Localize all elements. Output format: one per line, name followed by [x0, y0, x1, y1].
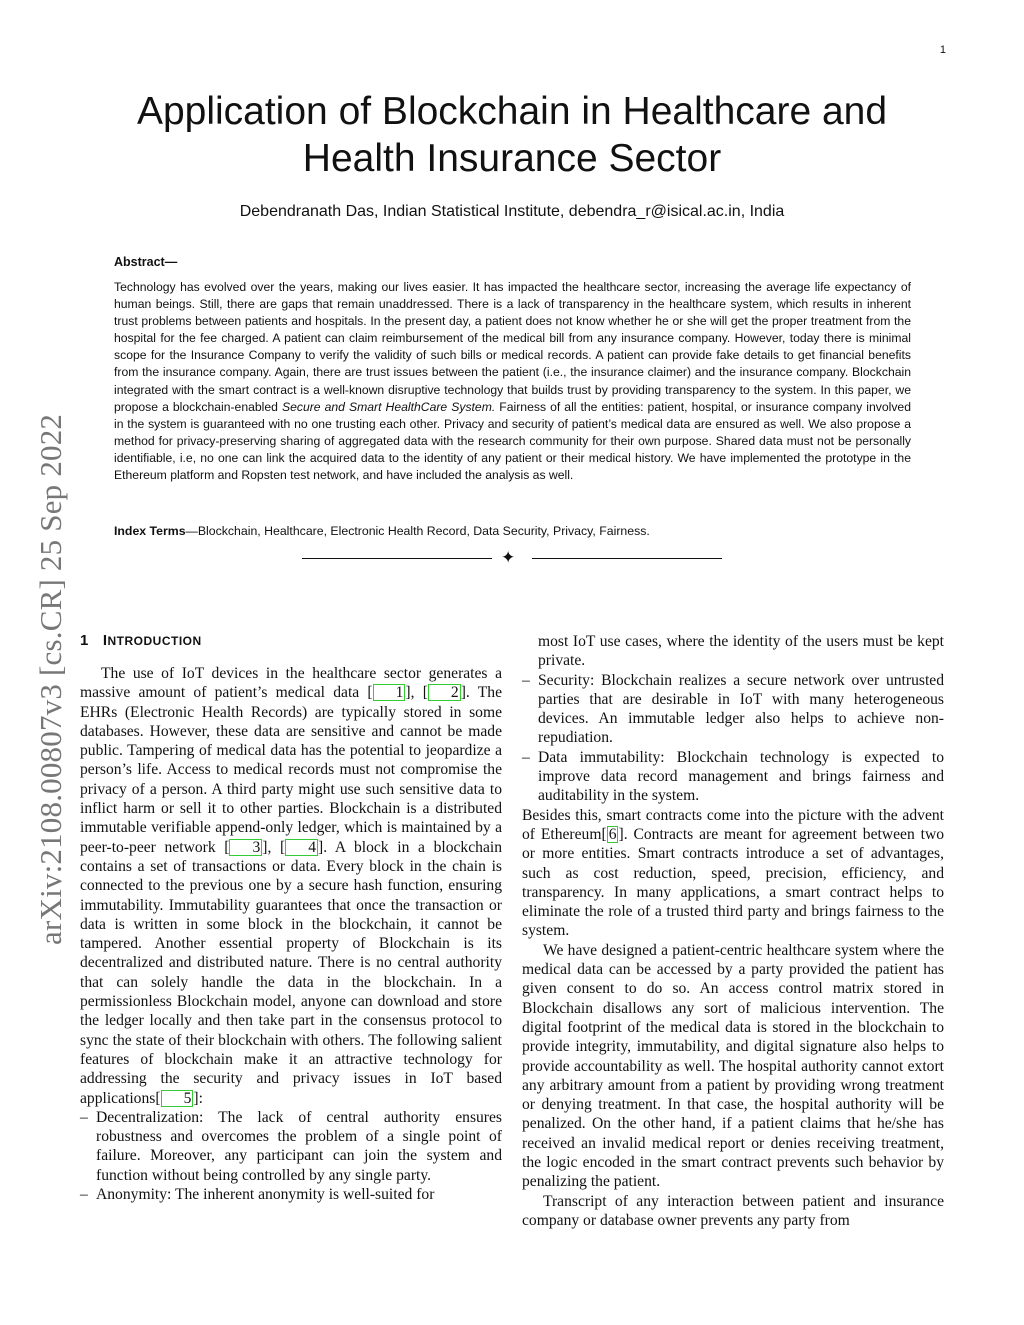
- abstract-part-1: Technology has evolved over the years, making our lives easier. It has impacted the healthcare sector, increasing the average life expectancy of human beings. Still, there are gaps that remain unaddressed. There is a lack of transparency in the healthcare system, which results in inherent trust problems between patients and hospitals. In the present day, a patient does not know whether he or she will get the proper treatment from the hospital for the fee charged. A patient can claim reimbursement of the medical bill from any insurance company. However, today there is minimal scope for the Insurance Company to verify the validity of such bills or medical records. A patient can provide fake details to get financial benefits from the insurance company. Again, there are trust issues between the patient (i.e., the insurance claimer) and the insurance company. Blockchain integrated with the smart contract is a well-known disruptive technology that builds trust by providing transparency to the system. In this paper, we propose a blockchain-enabled: [114, 280, 911, 414]
- citation-link[interactable]: 5: [161, 1090, 194, 1107]
- text-run: . Contracts are meant for agreement between two or more entities. Smart contracts introduce a set of advantages, such as cost reduction, speed, precision, efficiency, and transparency. In many applications, a smart contract helps to eliminate the role of a trusted third party and brings fairness to the system.: [522, 825, 945, 940]
- list-item: – Security: Blockchain realizes a secure network over untrusted parties that are desirable in IoT with many heterogeneous devices. An immutable ledger also helps to achieve non-repudiation.: [522, 671, 944, 748]
- citation-link[interactable]: 1: [373, 684, 406, 701]
- arxiv-identifier: arXiv:2108.00807v3 [cs.CR] 25 Sep 2022: [33, 413, 68, 945]
- divider-line-right: [532, 558, 722, 559]
- text-run: . A block in a blockchain contains a set of transactions or data. Every block in the chain is connected to the previous one by a secure hash function, ensuring immutability. Immutability guarantees that once the transaction or data is written in some block in the blockchain, it cannot be tampered. Another essential property of Blockchain is its decentralized and distributed nature. There is no central authority that can solely handle the data in the blockchain. In a permissionless Blockchain model, anyone can download and store the ledger locally and then take part in the consensus protocol to sync the state of their blockchain with others. The following salient features of blockchain make it an attractive technology for addressing the security and privacy issues in IoT based applications: [80, 838, 502, 1107]
- citation-link[interactable]: 2: [428, 684, 461, 701]
- list-item: – Anonymity: The inherent anonymity is well-suited for: [80, 1185, 502, 1204]
- feature-list: [80, 1108, 502, 1204]
- text-run: ,: [267, 838, 281, 856]
- section-divider: [302, 548, 722, 568]
- intro-paragraph-4: Transcript of any interaction between patient and insurance company or database owner prevents any party from: [522, 1192, 944, 1229]
- paper-title: [80, 88, 944, 182]
- section-heading: [80, 632, 202, 649]
- intro-paragraph-1: The use of IoT devices in the healthcare sector generates a massive amount of patient’s medical data [ 1 ], [ 2 ]. The EHRs (Electronic Health Records) are typically stored in some databases. However, these data are sensitive and cannot be made public. Tampering of medical data has the potential to jeopardize a person’s life. Access to medical records must not compromise the privacy of a person. A third party might use such sensitive data to inflict harm or sell it to other parties. Blockchain is a distributed immutable verifiable append-only ledger, which is maintained by a peer-to-peer network [ 3 ], [ 4 ]. A block in a blockchain contains a set of transactions or data. Every block in the chain is connected to the previous one by a secure hash function, ensuring immutability. Immutability guarantees that once the transaction or data is written in some block in the blockchain, it cannot be tampered. Another essential property of Blockchain is its decentralized and distributed nature. There is no central authority that can solely handle the data in the blockchain. In a permissionless Blockchain model, anyone can download and store the ledger locally and then take part in the consensus protocol to sync the state of their blockchain with others. The following salient features of blockchain make it an attractive technology for addressing the security and privacy issues in IoT based applications[ 5 ]:: [80, 665, 502, 1107]
- text-run: . The EHRs (Electronic Health Records) are typically stored in some databases. However, these data are sensitive and cannot be made public. Tampering of medical data has the potential to jeopardize a person’s life. Access to medical records must not compromise the privacy of a person. A third party might use such sensitive data to inflict harm or sell it to other parties. Blockchain is a distributed immutable verifiable append-only ledger, which is maintained by a peer-to-peer network: [80, 684, 502, 856]
- list-item: most IoT use cases, where the identity of the users must be kept private.: [538, 633, 944, 670]
- title-line-2: Health Insurance Sector: [302, 137, 722, 180]
- left-column: [80, 664, 502, 1204]
- section-number: 1: [80, 632, 89, 649]
- index-terms-label: Index Terms: [114, 524, 186, 538]
- abstract-part-2: Fairness of all the entities: patient, hospital, or insurance company involved in the system is guaranteed with no one trusting each other. Privacy and security of patient’s medical data are ensured as well. We also propose a method for privacy-preserving sharing of aggregated data with the research community for their own purpose. Shared data must not be personally identifiable, i.e, no one can link the acquired data to the identity of any patient or their medical history. We have implemented the prototype in the Ethereum platform and Ropsten test network, and have included the analysis as well.: [114, 399, 911, 483]
- citation-link[interactable]: 6: [608, 825, 617, 843]
- intro-paragraph-3: We have designed a patient-centric healthcare system where the medical data can be accessed by a party provided the patient has given consent to do so. An access control matrix stored in Blockchain disallows any sort of malicious intervention. The digital footprint of the medical data is stored in the blockchain to provide integrity, immutability, and digital signature also helps to provide accountability as well. The hospital authority cannot extort any arbitrary amount from a patient by providing wrong treatment or denying treatment. In that case, the hospital authority will be penalized. On the other hand, if a patient claims that he/she has received an invalid medical report or denies receiving treatment, the logic encoded in the smart contract prevents such behavior by penalizing the patient.: [522, 941, 944, 1191]
- feature-list-continued: [522, 632, 944, 806]
- divider-star-icon: ✦: [501, 548, 516, 568]
- citation-link[interactable]: 4: [285, 839, 318, 856]
- index-terms-text: —Blockchain, Healthcare, Electronic Health Record, Data Security, Privacy, Fairness.: [185, 524, 650, 538]
- section-title-initial: I: [102, 632, 108, 649]
- author-line: Debendranath Das, Indian Statistical Institute, debendra_r@isical.ac.in, India: [239, 203, 785, 220]
- page-number: 1: [939, 44, 946, 56]
- section-title-rest: NTRODUCTION: [107, 634, 202, 648]
- text-run: Besides this, smart contracts come into the picture with the advent of Ethereum: [522, 806, 944, 843]
- abstract-text: [114, 279, 911, 484]
- citation-link[interactable]: 3: [229, 839, 262, 856]
- text-run: :: [198, 1089, 203, 1107]
- list-item: – Decentralization: The lack of central authority ensures robustness and overcomes the problem of a single point of failure. Moreover, any participant can join the system and function without being controlled by any single party.: [80, 1108, 502, 1185]
- intro-paragraph-2: Besides this, smart contracts come into the picture with the advent of Ethereum[ 6 ]. Contracts are meant for agreement between two or more entities. Smart contracts introduce a set of advantages, such as cost reduction, speed, precision, efficiency, and transparency. In many applications, a smart contract helps to eliminate the role of a trusted third party and brings fairness to the system.: [522, 806, 945, 940]
- index-terms: [114, 524, 911, 538]
- list-item: – Data immutability: Blockchain technology is expected to improve data record management and brings fairness and auditability in the system.: [522, 748, 944, 806]
- right-column: [522, 632, 944, 1230]
- title-line-1: Application of Blockchain in Healthcare and: [136, 90, 888, 133]
- text-run: The use of IoT devices in the healthcare sector generates a massive amount of patient’s medical data: [80, 665, 502, 702]
- system-name-emphasis: Secure and Smart HealthCare System.: [281, 399, 496, 414]
- divider-line-left: [302, 558, 492, 559]
- abstract-label: Abstract—: [114, 255, 178, 269]
- text-run: ,: [410, 684, 423, 702]
